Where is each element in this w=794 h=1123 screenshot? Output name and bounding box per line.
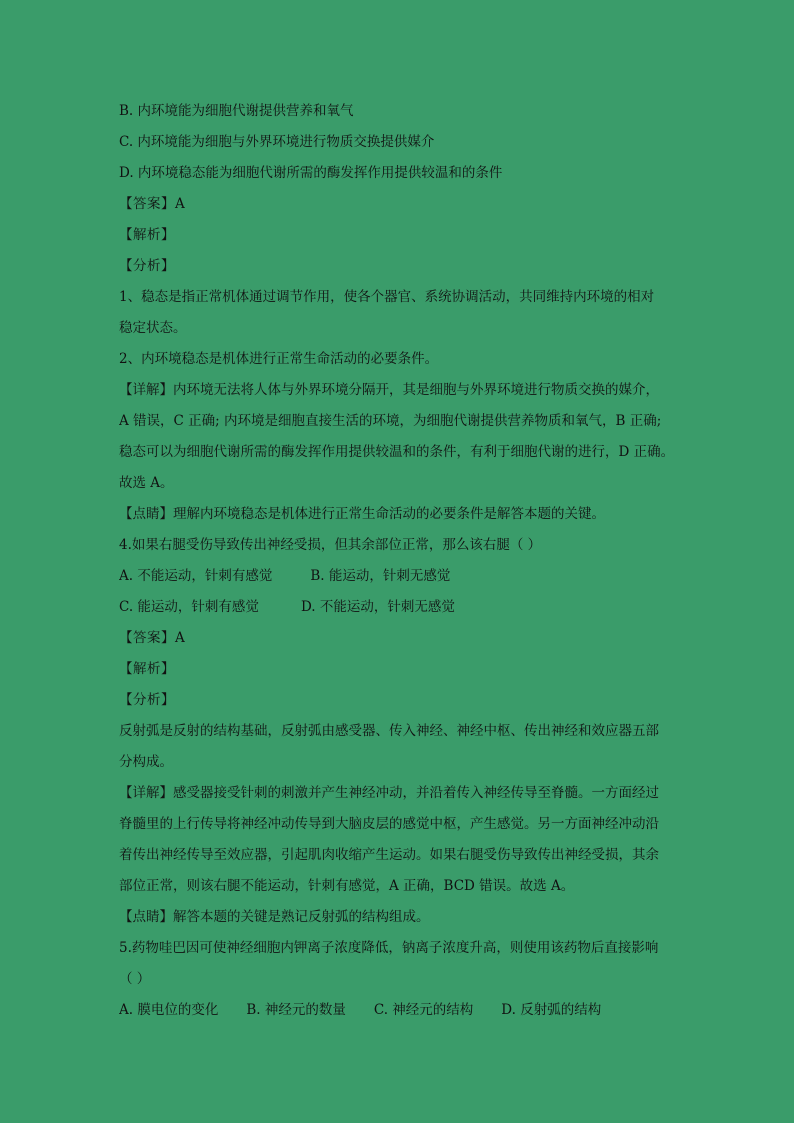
q5-stem-line1: 5.药物哇巴因可使神经细胞内钾离子浓度降低，钠离子浓度升高，则使用该药物后直接影响 [119,940,659,956]
q5-stem-line2: （ ） [119,971,151,987]
q5-options-row [119,995,679,1026]
q4-option-c: C. 能运动，针刺有感觉 [119,599,259,615]
q5-option-b: B. 神经元的数量 [246,1002,346,1018]
q3-comment: 【点睛】理解内环境稳态是机体进行正常生命活动的必要条件是解答本题的关键。 [119,506,605,522]
document-page [119,96,679,1026]
q4-detail-line2: 脊髓里的上行传导将神经冲动传导到大脑皮层的感觉中枢，产生感觉。另一方面神经冲动沿 [119,816,659,832]
q4-detail-line3: 着传出神经传导至效应器，引起肌肉收缩产生运动。如果右腿受伤导致传出神经受损，其余 [119,847,659,863]
q5-option-c: C. 神经元的结构 [373,1002,474,1018]
q5-option-a: A. 膜电位的变化 [119,1002,219,1018]
q3-point2: 2、内环境稳态是机体进行正常生命活动的必要条件。 [119,351,439,367]
q4-analysis-header: 【解析】 [119,661,175,677]
q5-option-d: D. 反射弧的结构 [501,1002,602,1018]
q3-detail-line1: 【详解】内环境无法将人体与外界环境分隔开，其是细胞与外界环境进行物质交换的媒介， [119,382,659,398]
q3-option-b: B. 内环境能为细胞代谢提供营养和氧气 [119,103,354,119]
q4-analysis-sub: 【分析】 [119,692,175,708]
q3-point1-line1: 1、稳态是指正常机体通过调节作用，使各个器官、系统协调活动，共同维持内环境的相对 [119,289,655,305]
q4-answer: 【答案】A [119,630,186,646]
q4-option-b: B. 能运动，针刺无感觉 [310,568,451,584]
q4-analysis-line1: 反射弧是反射的结构基础，反射弧由感受器、传入神经、神经中枢、传出神经和效应器五部 [119,723,659,739]
q4-detail-line1: 【详解】感受器接受针刺的刺激并产生神经冲动，并沿着传入神经传导至脊髓。一方面经过 [119,785,659,801]
q3-option-c: C. 内环境能为细胞与外界环境进行物质交换提供媒介 [119,134,435,150]
q4-stem: 4.如果右腿受伤导致传出神经受损，但其余部位正常，那么该右腿（ ） [119,537,542,553]
q4-option-d: D. 不能运动，针刺无感觉 [300,599,455,615]
q3-point1-line2: 稳定状态。 [119,320,187,336]
q4-analysis-line2: 分构成。 [119,754,173,770]
q3-analysis-header: 【解析】 [119,227,175,243]
q3-option-d: D. 内环境稳态能为细胞代谢所需的酶发挥作用提供较温和的条件 [119,165,503,181]
q3-answer: 【答案】A [119,196,186,212]
q3-detail-line4: 故选 A。 [119,475,174,491]
q3-detail-line3: 稳态可以为细胞代谢所需的酶发挥作用提供较温和的条件，有利于细胞代谢的进行，D 正确。 [119,444,675,460]
q3-detail-line2: A 错误，C 正确; 内环境是细胞直接生活的环境，为细胞代谢提供营养物质和氧气，B 正确; [119,413,662,429]
q4-options-row1 [119,561,679,592]
q3-analysis-sub: 【分析】 [119,258,175,274]
q4-detail-line4: 部位正常，则该右腿不能运动，针刺有感觉，A 正确，BCD 错误。故选 A。 [119,878,575,894]
q4-option-a: A. 不能运动，针刺有感觉 [119,568,273,584]
q4-options-row2 [119,592,679,623]
q4-comment: 【点睛】解答本题的关键是熟记反射弧的结构组成。 [119,909,430,925]
